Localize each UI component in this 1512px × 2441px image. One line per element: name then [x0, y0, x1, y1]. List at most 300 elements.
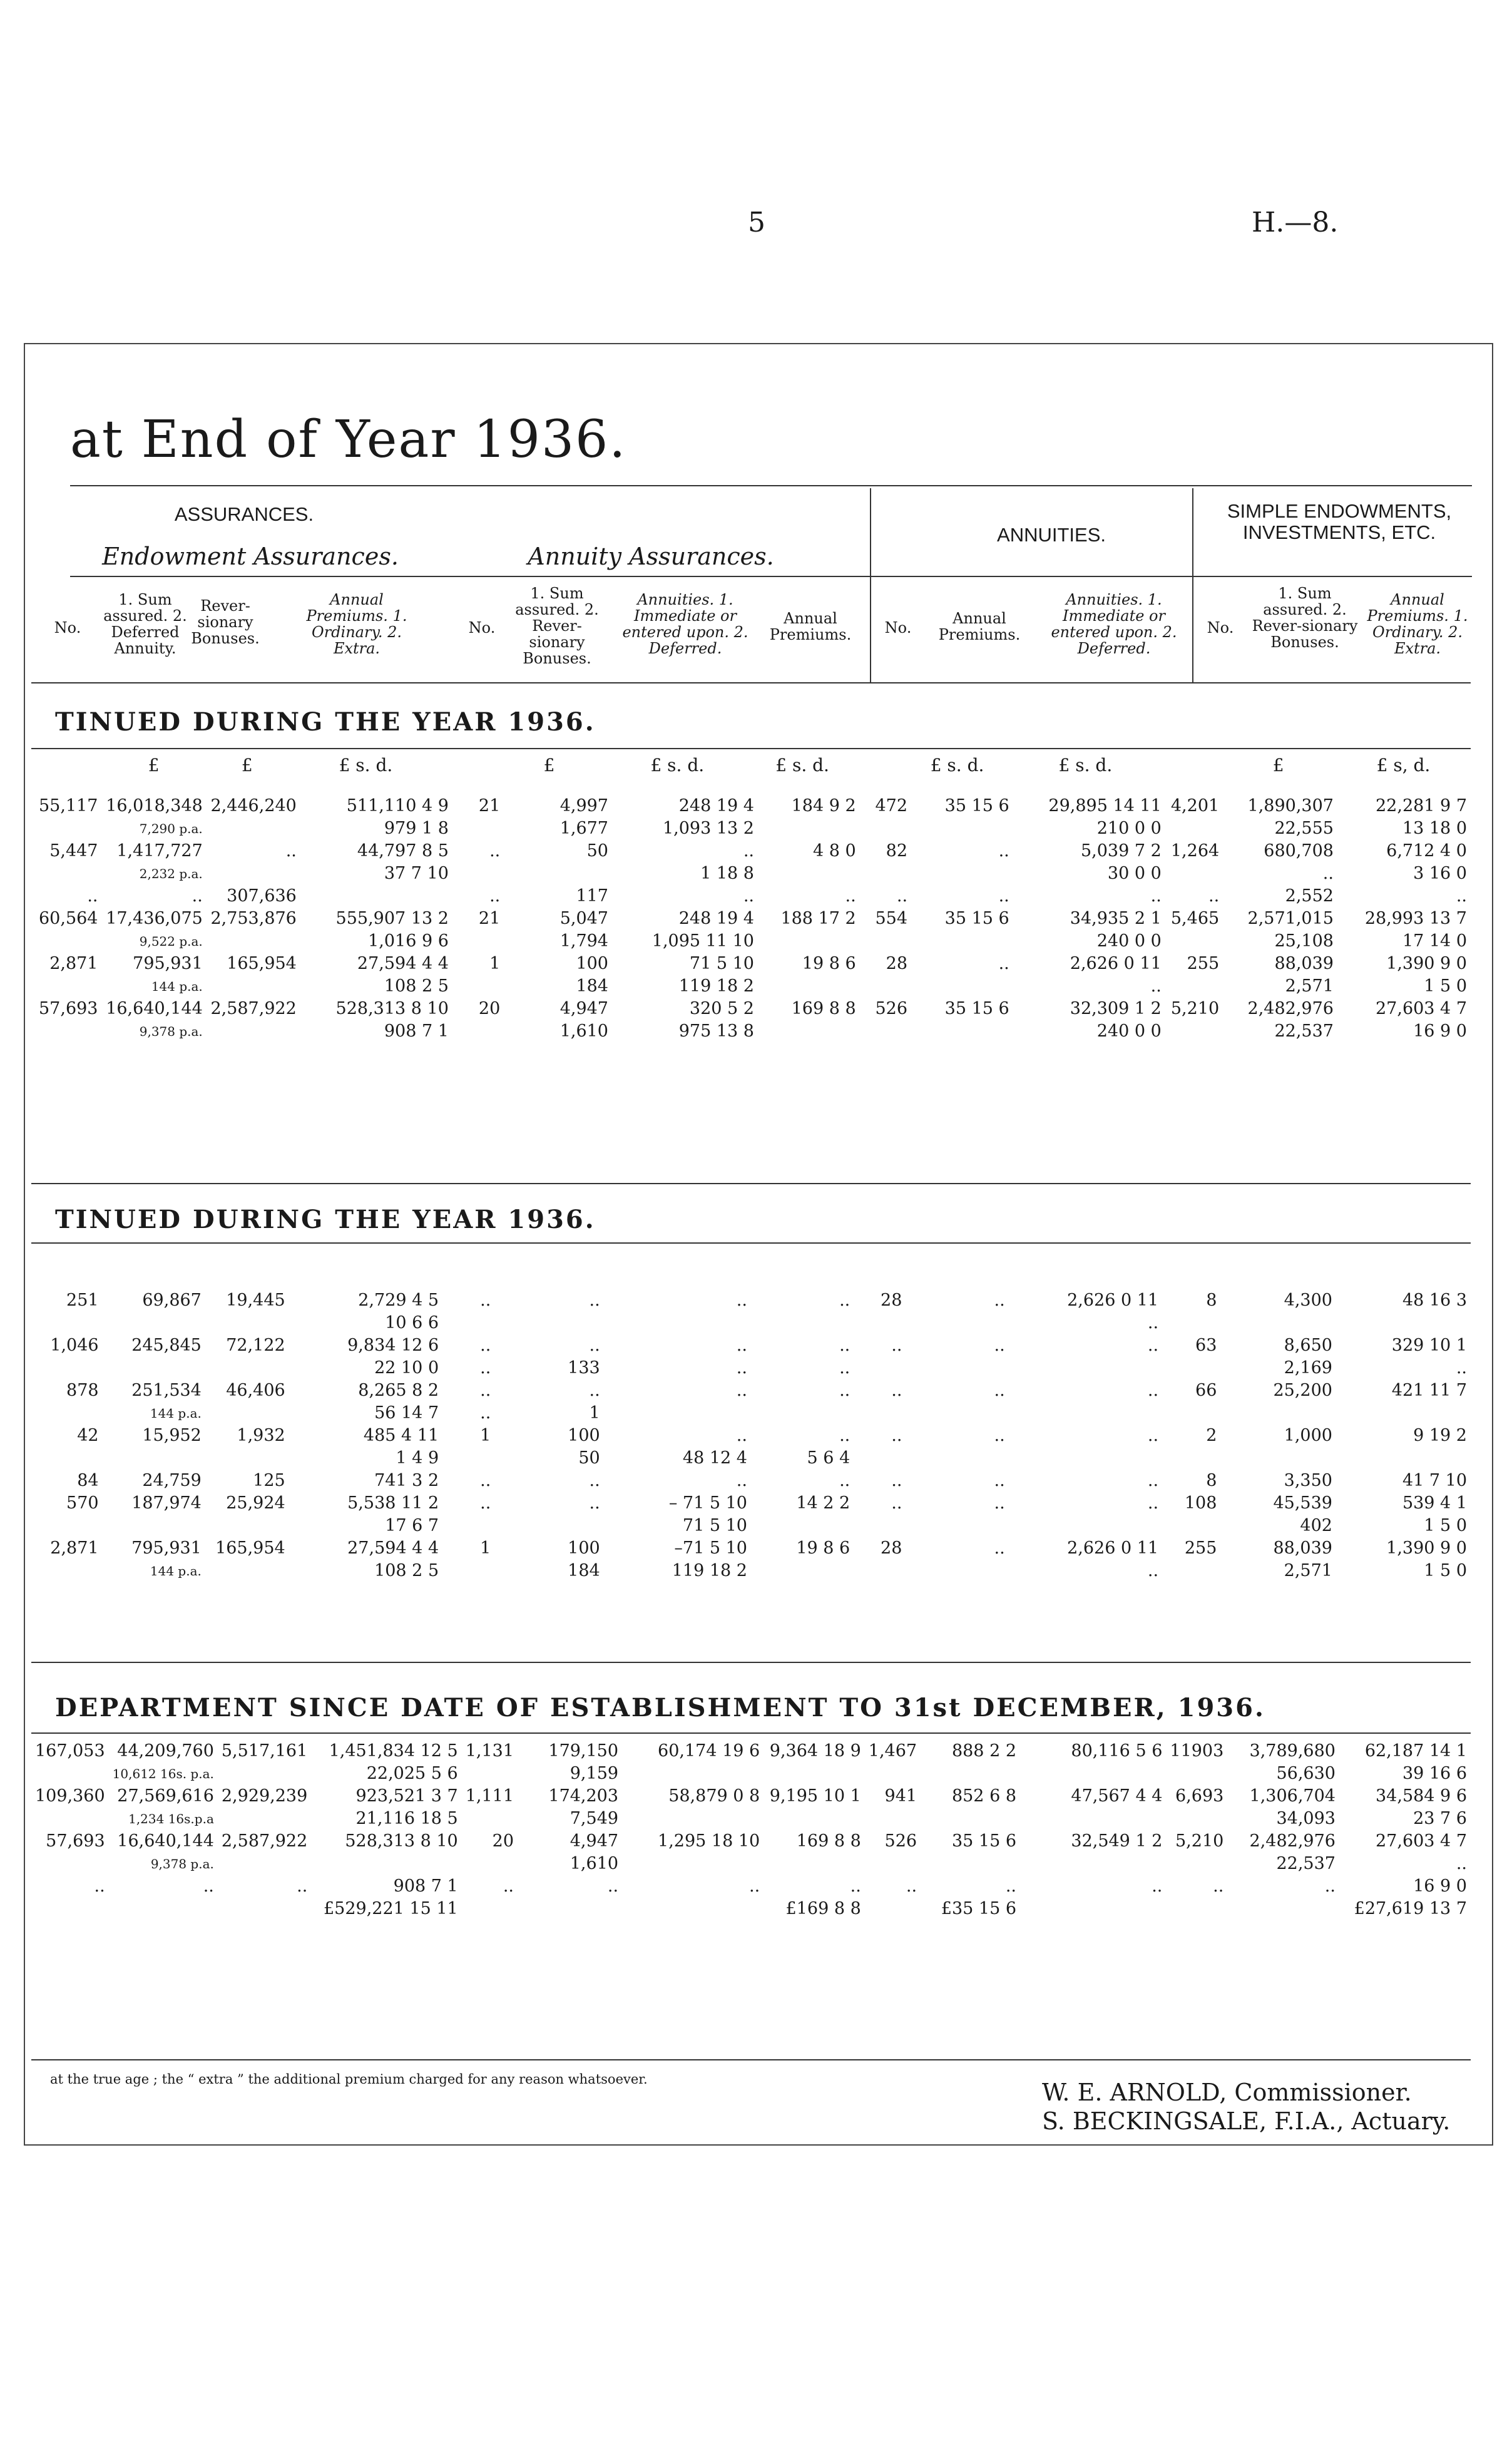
table-cell: 680,708	[1264, 841, 1334, 861]
table-cell: 71 5 10	[689, 954, 754, 973]
table-cell: 60,174 19 6	[658, 1741, 760, 1761]
table-cell: 28	[881, 1538, 902, 1558]
table-cell: 7,549	[570, 1809, 619, 1828]
table-cell	[860, 975, 911, 998]
table-cell	[865, 1808, 921, 1830]
table-cell: 108	[1184, 1493, 1217, 1513]
table-cell: 167,053	[35, 1741, 105, 1761]
table-cell: 13 18 0	[1402, 819, 1467, 838]
table-cell: ..	[891, 1426, 902, 1445]
table-cell: 210 0 0	[1096, 819, 1162, 838]
table-cell	[31, 1560, 103, 1582]
table-row	[31, 840, 1471, 862]
table-cell: ..	[1213, 1876, 1224, 1896]
table-cell: 1,306,704	[1249, 1786, 1336, 1806]
table-cell: 8	[1206, 1291, 1217, 1310]
col-header-annual-premiums-2: Annual Premiums.	[938, 610, 1021, 643]
table-cell: ..	[607, 1876, 619, 1896]
table-cell: 165,954	[215, 1538, 285, 1558]
table-cell	[1220, 1447, 1336, 1470]
table-cell: 100	[568, 1426, 600, 1445]
table-cell: 28,993 13 7	[1364, 909, 1467, 928]
table-cell: 21	[478, 796, 501, 816]
table-cell	[452, 862, 504, 885]
table-cell	[218, 1808, 311, 1830]
table-cell: 71 5 10	[682, 1516, 747, 1535]
table-cell	[311, 1853, 461, 1875]
table-cell: ..	[839, 1291, 850, 1310]
section1-top-rule	[31, 748, 1471, 749]
table-cell: 795,931	[133, 954, 203, 973]
table-cell	[906, 1312, 1008, 1334]
table-cell: 9,834 12 6	[347, 1336, 439, 1355]
table-cell: 2,929,239	[221, 1786, 308, 1806]
table-cell: 251,534	[131, 1381, 202, 1400]
table-cell: ..	[749, 1876, 760, 1896]
table-cell: 24,759	[142, 1471, 202, 1490]
table-cell: 20	[492, 1831, 514, 1851]
table-cell: 1 5 0	[1424, 976, 1467, 996]
table-cell: ..	[589, 1493, 600, 1513]
table-cell: 511,110 4 9	[346, 796, 449, 816]
table-cell: 109,360	[35, 1786, 105, 1806]
table-cell: 240 0 0	[1096, 1021, 1162, 1041]
table-cell: 908 7 1	[393, 1876, 458, 1896]
table-cell	[442, 1447, 494, 1470]
table-cell	[452, 817, 504, 840]
table-cell: 248 19 4	[678, 909, 754, 928]
table-cell: 27,603 4 7	[1376, 1831, 1467, 1851]
table-cell	[604, 1312, 751, 1334]
table-cell	[207, 1020, 300, 1043]
table-cell: 9,364 18 9	[769, 1741, 861, 1761]
table-cell: 2,587,922	[210, 999, 297, 1018]
table-cell: 57,693	[39, 999, 98, 1018]
table-cell: 1,932	[237, 1426, 285, 1445]
table-cell: ..	[736, 1426, 747, 1445]
table-row	[31, 930, 1471, 953]
table-cell: 307,636	[227, 886, 297, 906]
table-cell	[452, 975, 504, 998]
table-cell: 320 5 2	[689, 999, 754, 1018]
table-row	[31, 817, 1471, 840]
table-cell: 1	[480, 1426, 491, 1445]
table-cell	[1009, 1447, 1162, 1470]
table-cell	[906, 1402, 1008, 1425]
table-cell: ..	[1322, 864, 1334, 883]
col-header-sum-assured: 1. Sum assured. 2. Deferred Annuity.	[103, 591, 187, 657]
table-cell: 58,879 0 8	[668, 1786, 760, 1806]
table-cell: 4,997	[559, 796, 608, 816]
table-cell: ..	[589, 1471, 600, 1490]
assurances-header: ASSURANCES.	[174, 503, 314, 525]
table-cell	[31, 1402, 103, 1425]
table-cell: 5,210	[1170, 999, 1220, 1018]
table-cell	[860, 817, 911, 840]
table-row	[31, 1289, 1471, 1312]
table-cell: 100	[568, 1538, 600, 1558]
table-cell: 11903	[1170, 1741, 1224, 1761]
table-cell: 69,867	[142, 1291, 202, 1310]
table-cell: 25,924	[226, 1493, 285, 1513]
table-cell: 119 18 2	[672, 1561, 747, 1580]
table-cell: 169 8 8	[791, 999, 856, 1018]
table-cell	[865, 1763, 921, 1785]
table-row	[31, 953, 1471, 975]
section2-table	[31, 1289, 1471, 1582]
table-cell	[906, 1357, 1008, 1379]
table-cell: 108 2 5	[384, 976, 449, 996]
table-cell: ..	[1147, 1493, 1159, 1513]
table-cell: 19 8 6	[796, 1538, 850, 1558]
table-cell: 1,417,727	[116, 841, 203, 861]
table-cell	[911, 862, 1013, 885]
table-cell: 21,116 18 5	[355, 1809, 458, 1828]
table-cell: 1,467	[868, 1741, 917, 1761]
table-cell	[31, 930, 101, 953]
table-cell	[911, 1020, 1013, 1043]
table-cell: 46,406	[226, 1381, 285, 1400]
table-cell: ..	[589, 1336, 600, 1355]
table-cell: 2,446,240	[210, 796, 297, 816]
table-cell	[494, 1515, 603, 1537]
col-header-bonuses: Rever-sionary Bonuses.	[191, 597, 260, 647]
table-cell: 47,567 4 4	[1071, 1786, 1163, 1806]
table-cell	[1009, 1515, 1162, 1537]
table-cell: ..	[998, 886, 1009, 906]
table-cell: £169 8 8	[785, 1899, 861, 1918]
table-cell: 2,587,922	[221, 1831, 308, 1851]
table-cell: 7,290 p.a.	[139, 821, 203, 836]
table-cell	[31, 1808, 109, 1830]
table-cell: 184 9 2	[791, 796, 856, 816]
table-cell: 1,295 18 10	[658, 1831, 760, 1851]
table-row	[31, 1808, 1471, 1830]
table-cell: 9 19 2	[1413, 1426, 1467, 1445]
table-cell: ..	[285, 841, 297, 861]
table-cell: 27,603 4 7	[1376, 999, 1467, 1018]
table-cell: 22 10 0	[374, 1358, 439, 1378]
table-cell: 795,931	[131, 1538, 202, 1558]
table-cell: 42	[77, 1426, 99, 1445]
table-cell	[758, 817, 860, 840]
table-cell	[205, 1357, 289, 1379]
table-cell	[906, 1515, 1008, 1537]
table-cell	[911, 975, 1013, 998]
table-cell	[1336, 1402, 1471, 1425]
table-cell: 39 16 6	[1402, 1764, 1467, 1783]
table-cell: 4,300	[1284, 1291, 1332, 1310]
table-cell: 1,093 13 2	[662, 819, 754, 838]
table-cell: 2,571,015	[1247, 909, 1334, 928]
table-cell	[758, 930, 860, 953]
table-cell	[854, 1515, 906, 1537]
table-cell	[622, 1808, 764, 1830]
table-cell	[103, 1515, 205, 1537]
table-cell: 108 2 5	[374, 1561, 439, 1580]
table-cell: 16,640,144	[117, 1831, 214, 1851]
table-cell	[1166, 1898, 1227, 1920]
table-cell: 144 p.a.	[150, 1563, 202, 1579]
table-cell: 32,309 1 2	[1070, 999, 1162, 1018]
table-cell: 852 6 8	[951, 1786, 1017, 1806]
table-cell: ..	[1147, 1381, 1159, 1400]
col-header-no-2: No.	[468, 619, 496, 637]
col-header-annuities-2: Annuities. 1. Immediate or entered upon. 2. Deferred.	[1051, 591, 1177, 657]
table-cell	[751, 1402, 854, 1425]
table-cell	[205, 1402, 289, 1425]
table-cell: 528,313 8 10	[345, 1831, 458, 1851]
table-cell: 5 6 4	[807, 1448, 850, 1468]
table-cell: 4,947	[570, 1831, 619, 1851]
table-cell: 60,564	[39, 909, 98, 928]
table-cell: 1 18 8	[700, 864, 754, 883]
table-cell: 2,232 p.a.	[139, 866, 203, 881]
table-cell: ..	[896, 886, 908, 906]
table-cell	[31, 1853, 109, 1875]
table-cell: 1,264	[1170, 841, 1220, 861]
table-cell	[205, 1560, 289, 1582]
table-cell: ..	[480, 1403, 491, 1423]
table-row	[31, 1515, 1471, 1537]
table-cell: 25,108	[1274, 931, 1334, 951]
table-cell: ..	[480, 1471, 491, 1490]
table-cell	[31, 975, 101, 998]
table-row	[31, 1898, 1471, 1920]
table-cell	[1165, 930, 1223, 953]
table-cell: ..	[87, 886, 98, 906]
table-cell: 1	[489, 954, 501, 973]
table-cell	[1336, 1312, 1471, 1334]
table-cell	[1227, 1898, 1339, 1920]
table-cell: ..	[1147, 1426, 1159, 1445]
table-row	[31, 885, 1471, 908]
footnote: at the true age ; the “ extra ” the additional premium charged for any reason whatsoever.	[50, 2072, 648, 2087]
table-cell: 27,569,616	[117, 1786, 214, 1806]
table-cell: 6,693	[1175, 1786, 1224, 1806]
table-cell	[860, 1020, 911, 1043]
table-cell	[31, 1312, 103, 1334]
table-cell	[1220, 1312, 1336, 1334]
table-cell	[921, 1808, 1020, 1830]
table-cell: 10,612 16s. p.a.	[112, 1766, 214, 1781]
table-cell	[442, 1560, 494, 1582]
table-cell	[300, 885, 452, 908]
table-cell: 16,640,144	[106, 999, 203, 1018]
table-cell: ..	[1147, 1471, 1159, 1490]
table-cell	[854, 1402, 906, 1425]
table-cell: ..	[994, 1381, 1005, 1400]
table-cell	[860, 862, 911, 885]
table-cell: ..	[480, 1358, 491, 1378]
table-cell: 22,537	[1276, 1854, 1336, 1873]
table-cell: 1,016 9 6	[368, 931, 449, 951]
table-cell: ..	[94, 1876, 105, 1896]
table-cell: ..	[1456, 1358, 1467, 1378]
table-cell: 8,265 8 2	[358, 1381, 439, 1400]
header-bottom-rule	[31, 682, 1471, 683]
page-number: 5	[748, 207, 765, 238]
table-cell: 1,390 9 0	[1386, 954, 1467, 973]
table-row	[31, 1763, 1471, 1785]
table-cell: 923,521 3 7	[355, 1786, 458, 1806]
table-cell: 50	[586, 841, 608, 861]
table-cell: ..	[994, 1426, 1005, 1445]
table-cell: 941	[884, 1786, 917, 1806]
table-cell: 2,552	[1285, 886, 1334, 906]
table-cell: 1	[589, 1403, 600, 1423]
table-cell	[1220, 1402, 1336, 1425]
table-cell: ..	[1152, 1876, 1163, 1896]
table-cell: £27,619 13 7	[1354, 1899, 1467, 1918]
table-row	[31, 1402, 1471, 1425]
table-cell: ..	[845, 886, 856, 906]
table-cell: 9,159	[570, 1764, 619, 1783]
table-cell	[921, 1853, 1020, 1875]
header-mid-rule	[70, 576, 1472, 577]
table-cell: ..	[839, 1358, 850, 1378]
col-header-sum-assured-3: 1. Sum assured. 2. Rever-sionary Bonuses.	[1252, 585, 1358, 651]
table-cell	[1020, 1853, 1166, 1875]
table-cell: 9,378 p.a.	[150, 1856, 214, 1871]
table-cell: 32,549 1 2	[1071, 1831, 1163, 1851]
table-cell: 35 15 6	[944, 796, 1009, 816]
table-row	[31, 1470, 1471, 1492]
section3-top-rule	[31, 1732, 1471, 1734]
table-cell: 5,517,161	[221, 1741, 308, 1761]
table-cell	[452, 1020, 504, 1043]
table-row	[31, 998, 1471, 1020]
table-cell: 48 16 3	[1402, 1291, 1467, 1310]
table-cell: ..	[850, 1876, 861, 1896]
table-cell: 1,095 11 10	[651, 931, 754, 951]
section2-top-rule	[31, 1242, 1471, 1244]
col-header-annual-premiums: Annual Premiums.	[769, 610, 852, 643]
table-cell: ..	[503, 1876, 514, 1896]
table-cell	[758, 975, 860, 998]
table-cell: 184	[576, 976, 608, 996]
table-cell: 45,539	[1273, 1493, 1332, 1513]
table-cell	[921, 1763, 1020, 1785]
table-cell	[764, 1808, 865, 1830]
table-cell	[764, 1853, 865, 1875]
annuity-assurances-header: Annuity Assurances.	[528, 543, 774, 570]
table-cell	[504, 862, 612, 885]
table-row	[31, 1537, 1471, 1560]
table-cell: ..	[589, 1381, 600, 1400]
table-cell: ..	[480, 1291, 491, 1310]
table-cell: ..	[839, 1381, 850, 1400]
table-cell: 979 1 8	[384, 819, 449, 838]
table-cell: ..	[1456, 1854, 1467, 1873]
table-cell: 57,693	[46, 1831, 105, 1851]
table-cell: 2,871	[49, 954, 98, 973]
table-cell: 187,974	[131, 1493, 202, 1513]
table-cell: ..	[891, 1336, 902, 1355]
table-cell: 1,451,834 12 5	[329, 1741, 458, 1761]
col-header-premiums-2: Annual Premiums. 1. Ordinary. 2. Extra.	[1367, 591, 1468, 657]
table-cell: 55,117	[39, 796, 98, 816]
table-cell	[622, 1763, 764, 1785]
table-cell: 255	[1187, 954, 1220, 973]
table-cell: 4,201	[1170, 796, 1220, 816]
table-cell: 3,350	[1284, 1471, 1332, 1490]
table-cell: 245,845	[131, 1336, 202, 1355]
table-cell	[207, 930, 300, 953]
table-cell: ..	[736, 1471, 747, 1490]
table-cell	[462, 1898, 518, 1920]
table-cell: 9,378 p.a.	[139, 1024, 203, 1039]
table-cell: ..	[891, 1493, 902, 1513]
table-cell: 329 10 1	[1391, 1336, 1467, 1355]
table-cell: ..	[480, 1336, 491, 1355]
table-cell: 5,447	[49, 841, 98, 861]
table-cell: ..	[1147, 1336, 1159, 1355]
header-top-rule	[70, 485, 1472, 486]
table-cell: 1 4 9	[396, 1448, 439, 1468]
table-cell: ..	[192, 886, 203, 906]
table-cell	[1162, 1357, 1220, 1379]
table-cell: 5,210	[1175, 1831, 1224, 1851]
signature-commissioner: W. E. ARNOLD, Commissioner.	[1042, 2079, 1412, 2106]
table-cell	[103, 1357, 205, 1379]
table-row	[31, 1425, 1471, 1447]
table-cell: ..	[1147, 1561, 1159, 1580]
section1-title: TINUED DURING THE YEAR 1936.	[55, 707, 596, 737]
table-row	[31, 1830, 1471, 1853]
table-row	[31, 908, 1471, 930]
table-cell	[751, 1560, 854, 1582]
table-cell: 82	[886, 841, 908, 861]
table-cell: 1,794	[559, 931, 608, 951]
section2-bottom-rule	[31, 1662, 1471, 1663]
table-cell: 44,797 8 5	[357, 841, 449, 861]
table-cell: ..	[906, 1876, 917, 1896]
col-header-no-3: No.	[884, 619, 912, 637]
table-cell	[31, 817, 101, 840]
table-cell	[31, 1357, 103, 1379]
annuities-header: ANNUITIES.	[997, 524, 1106, 546]
table-cell: ..	[1150, 886, 1162, 906]
table-cell: ..	[1150, 976, 1162, 996]
table-cell: 30 0 0	[1107, 864, 1162, 883]
table-cell: ..	[736, 1358, 747, 1378]
table-cell	[865, 1898, 921, 1920]
table-cell: 251	[66, 1291, 99, 1310]
table-cell: 472	[875, 796, 908, 816]
table-cell: 56,630	[1276, 1764, 1336, 1783]
table-cell: 240 0 0	[1096, 931, 1162, 951]
table-cell: 1,890,307	[1247, 796, 1334, 816]
section2-title: TINUED DURING THE YEAR 1936.	[55, 1205, 596, 1234]
table-row	[31, 1379, 1471, 1402]
table-cell: ..	[998, 841, 1009, 861]
table-cell	[452, 930, 504, 953]
table-cell	[31, 1763, 109, 1785]
table-cell	[1162, 1402, 1220, 1425]
table-row	[31, 795, 1471, 817]
table-cell: ..	[891, 1471, 902, 1490]
table-cell	[442, 1515, 494, 1537]
table-cell	[205, 1515, 289, 1537]
table-cell: 554	[875, 909, 908, 928]
table-cell	[854, 1560, 906, 1582]
table-cell	[1166, 1853, 1227, 1875]
table-cell	[854, 1312, 906, 1334]
table-cell	[31, 1020, 101, 1043]
table-cell: 2,169	[1284, 1358, 1332, 1378]
table-cell: 17,436,075	[106, 909, 203, 928]
